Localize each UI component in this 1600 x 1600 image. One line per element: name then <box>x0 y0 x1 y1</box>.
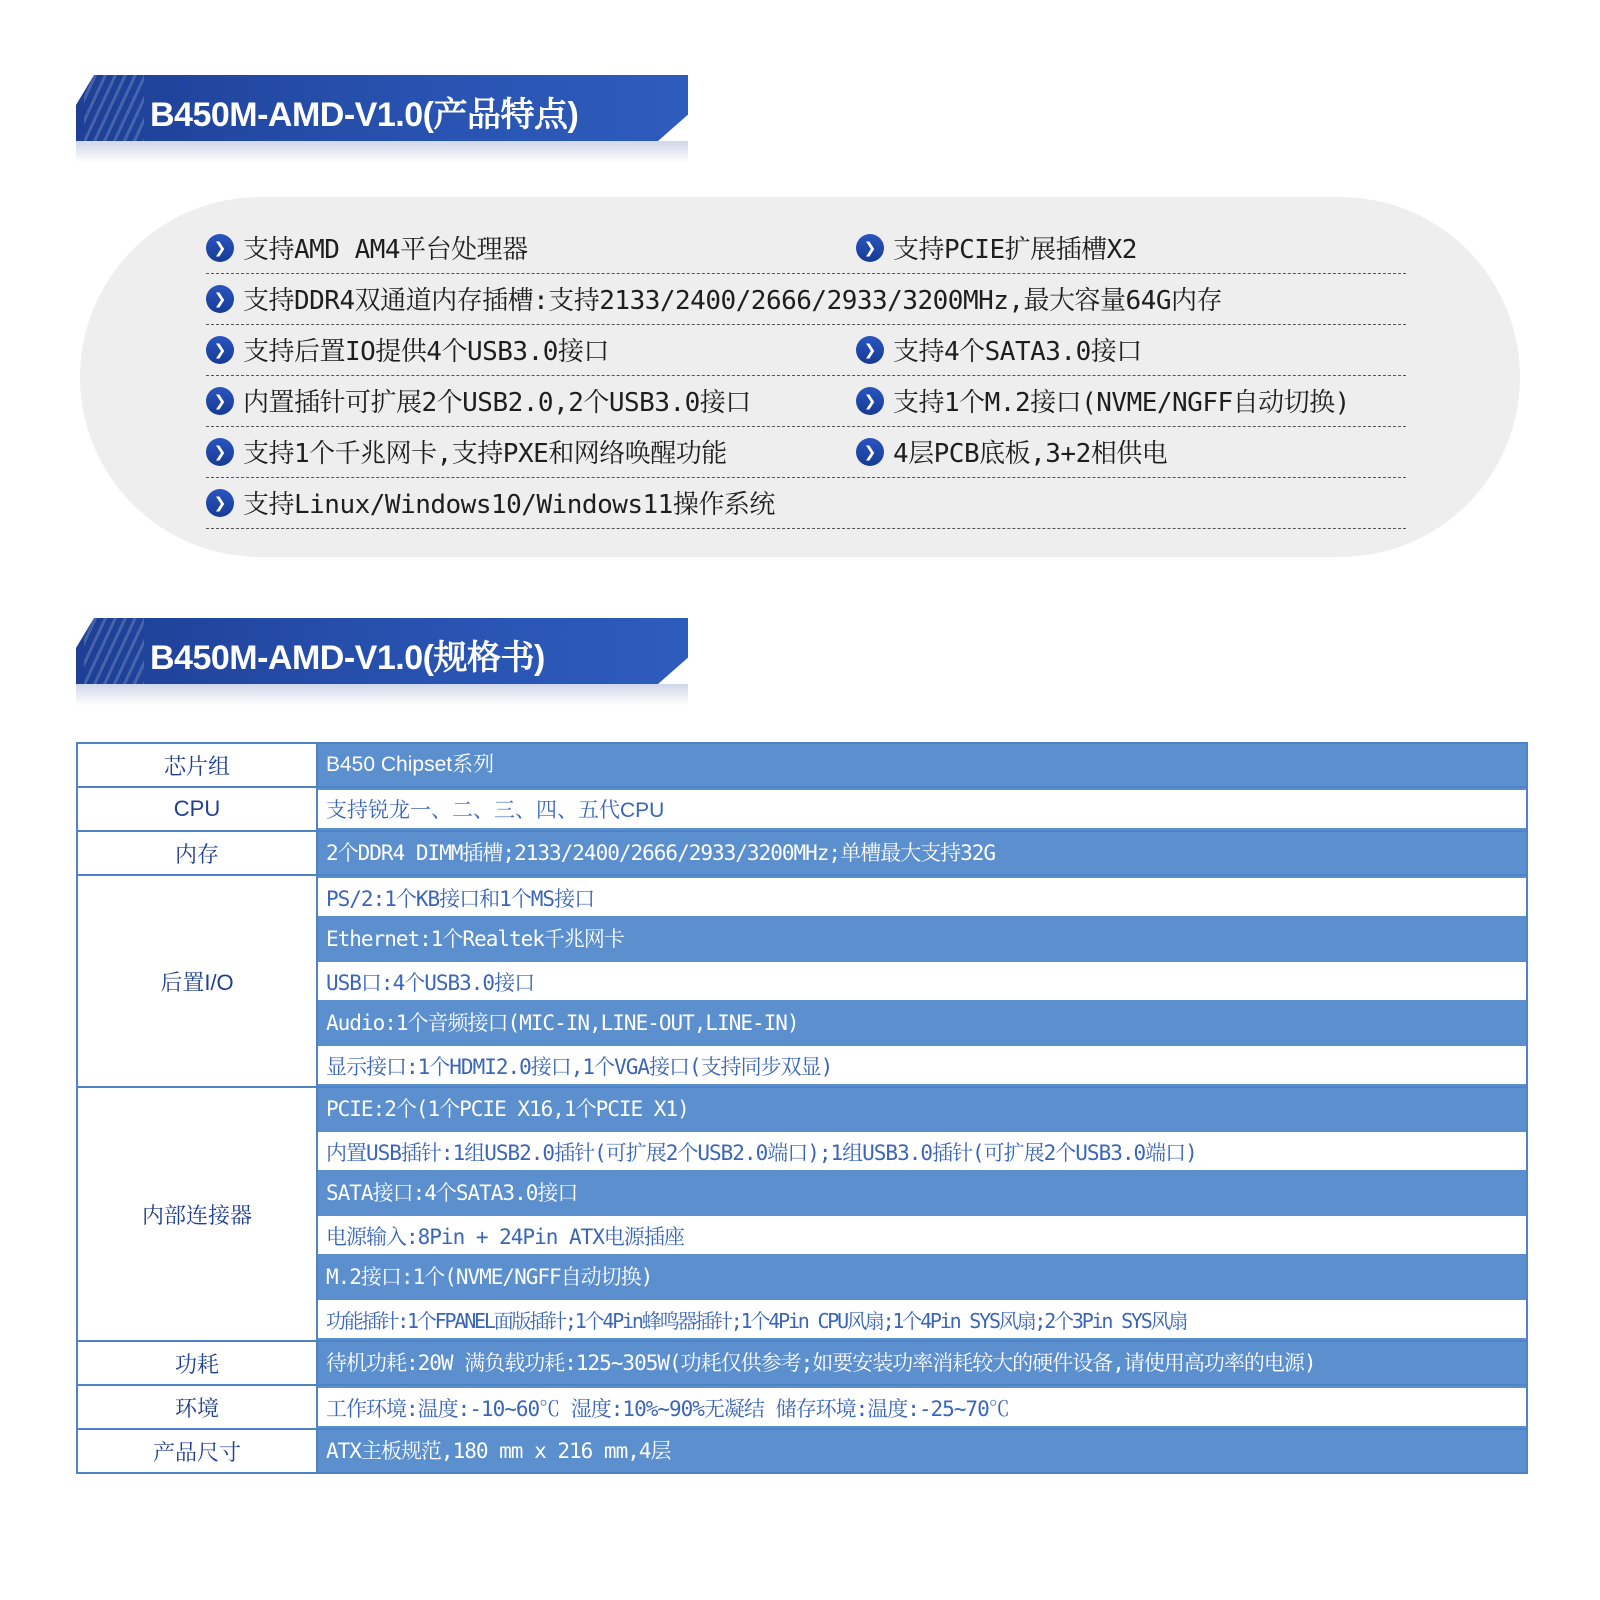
spec-value: Ethernet:1个Realtek千兆网卡 <box>318 918 1526 960</box>
feature-item <box>206 331 609 368</box>
spec-row <box>78 1088 1526 1342</box>
features-panel <box>80 197 1520 557</box>
feature-item <box>206 229 528 266</box>
feature-text: 支持Linux/Windows10/Windows11操作系统 <box>243 490 775 520</box>
feature-row <box>206 223 1406 274</box>
feature-text: 支持1个M.2接口(NVME/NGFF自动切换) <box>893 388 1350 418</box>
spec-label: 芯片组 <box>78 744 318 786</box>
features-list <box>206 223 1406 529</box>
spec-value: 功能插针:1个FPANEL面版插针;1个4Pin蜂鸣器插针;1个4Pin CPU风扇;1个4Pin SYS风扇;2个3Pin SYS风扇 <box>318 1298 1526 1340</box>
feature-row <box>206 427 1406 478</box>
spec-row <box>78 832 1526 876</box>
spec-value: SATA接口:4个SATA3.0接口 <box>318 1172 1526 1214</box>
feature-text: 支持1个千兆网卡,支持PXE和网络唤醒功能 <box>243 439 727 469</box>
feature-row <box>206 325 1406 376</box>
spec-row <box>78 1342 1526 1386</box>
spec-value: ATX主板规范,180 mm x 216 mm,4层 <box>318 1430 1526 1472</box>
feature-item <box>856 229 1137 266</box>
spec-value: 显示接口:1个HDMI2.0接口,1个VGA接口(支持同步双显) <box>318 1044 1526 1086</box>
feature-row <box>206 376 1406 427</box>
feature-text: 支持PCIE扩展插槽X2 <box>893 235 1137 265</box>
chevron-right-icon: ❯ <box>856 387 884 415</box>
chevron-right-icon: ❯ <box>206 285 234 313</box>
chevron-right-icon: ❯ <box>206 438 234 466</box>
spec-value: 电源输入:8Pin + 24Pin ATX电源插座 <box>318 1214 1526 1256</box>
feature-text: 支持后置IO提供4个USB3.0接口 <box>243 337 609 367</box>
spec-row <box>78 1430 1526 1472</box>
feature-text: 内置插针可扩展2个USB2.0,2个USB3.0接口 <box>243 388 751 418</box>
feature-item <box>206 280 1222 317</box>
chevron-right-icon: ❯ <box>206 387 234 415</box>
feature-text: 支持DDR4双通道内存插槽:支持2133/2400/2666/2933/3200MHz,最大容量64G内存 <box>243 286 1223 316</box>
spec-label: 内部连接器 <box>78 1088 318 1340</box>
spec-value: 内置USB插针:1组USB2.0插针(可扩展2个USB2.0端口);1组USB3.0插针(可扩展2个USB3.0端口) <box>318 1130 1526 1172</box>
spec-value: USB口:4个USB3.0接口 <box>318 960 1526 1002</box>
spec-row <box>78 744 1526 788</box>
spec-value: PCIE:2个(1个PCIE X16,1个PCIE X1) <box>318 1088 1526 1130</box>
spec-section-header <box>76 618 688 704</box>
spec-label: 环境 <box>78 1386 318 1428</box>
spec-section-title: B450M-AMD-V1.0(规格书) <box>150 639 545 677</box>
spec-label: 后置I/O <box>78 876 318 1086</box>
spec-label: CPU <box>78 788 318 830</box>
feature-text: 支持4个SATA3.0接口 <box>893 337 1142 367</box>
spec-value: 2个DDR4 DIMM插槽;2133/2400/2666/2933/3200MHz;单槽最大支持32G <box>318 832 1526 874</box>
feature-text: 4层PCB底板,3+2相供电 <box>893 439 1168 469</box>
chevron-right-icon: ❯ <box>206 336 234 364</box>
spec-row <box>78 788 1526 832</box>
feature-row <box>206 274 1406 325</box>
features-section-header <box>76 75 688 161</box>
features-section-title: B450M-AMD-V1.0(产品特点) <box>150 96 579 134</box>
feature-text: 支持AMD AM4平台处理器 <box>243 235 528 265</box>
feature-item <box>856 433 1167 470</box>
spec-label: 内存 <box>78 832 318 874</box>
spec-table <box>76 742 1528 1474</box>
spec-row <box>78 876 1526 1088</box>
chevron-right-icon: ❯ <box>856 438 884 466</box>
spec-value: 支持锐龙一、二、三、四、五代CPU <box>318 788 1526 830</box>
spec-label: 功耗 <box>78 1342 318 1384</box>
chevron-right-icon: ❯ <box>856 234 884 262</box>
spec-value: 待机功耗:20W 满负载功耗:125~305W(功耗仅供参考;如要安装功率消耗较大的硬件设备,请使用高功率的电源) <box>318 1342 1526 1384</box>
feature-item <box>856 382 1350 419</box>
spec-value: M.2接口:1个(NVME/NGFF自动切换) <box>318 1256 1526 1298</box>
chevron-right-icon: ❯ <box>206 234 234 262</box>
feature-item <box>206 382 751 419</box>
chevron-right-icon: ❯ <box>206 489 234 517</box>
feature-item <box>206 484 775 521</box>
feature-row <box>206 478 1406 529</box>
spec-value: 工作环境:温度:-10~60℃ 湿度:10%~90%无凝结 储存环境:温度:-25~70℃ <box>318 1386 1526 1428</box>
spec-row <box>78 1386 1526 1430</box>
chevron-right-icon: ❯ <box>856 336 884 364</box>
spec-label: 产品尺寸 <box>78 1430 318 1472</box>
spec-value: Audio:1个音频接口(MIC-IN,LINE-OUT,LINE-IN) <box>318 1002 1526 1044</box>
feature-item <box>206 433 727 470</box>
feature-item <box>856 331 1142 368</box>
spec-value: PS/2:1个KB接口和1个MS接口 <box>318 876 1526 918</box>
spec-value: B450 Chipset系列 <box>318 744 1526 786</box>
